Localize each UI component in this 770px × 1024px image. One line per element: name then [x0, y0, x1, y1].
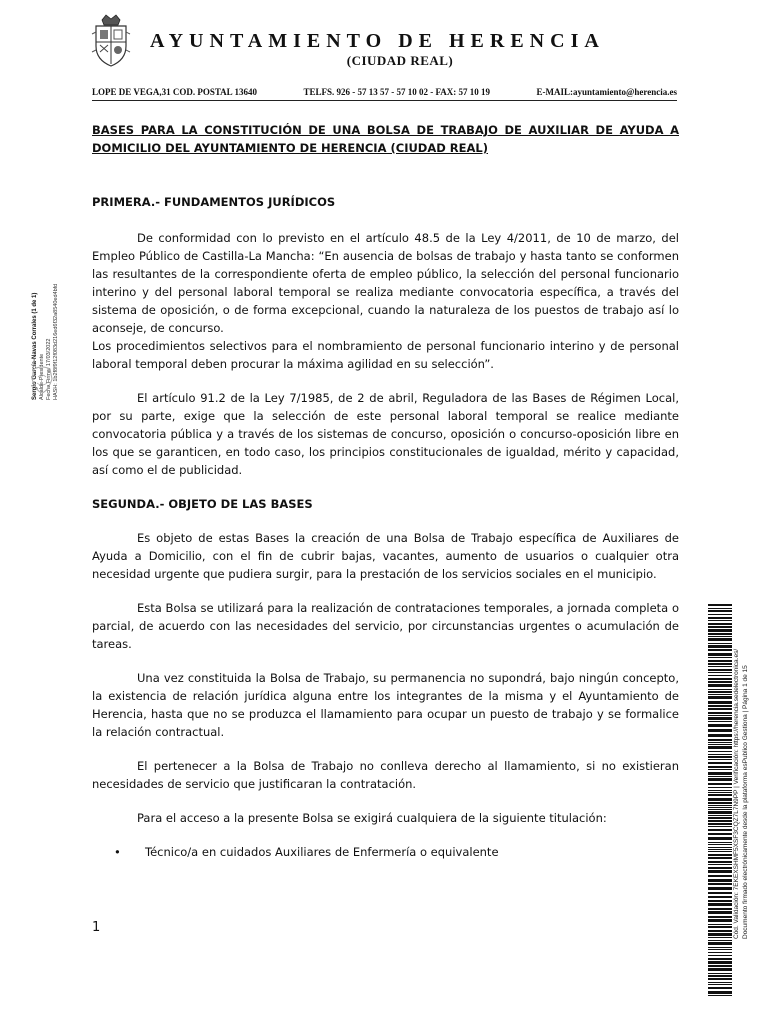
paragraph: Para el acceso a la presente Bolsa se exigirá cualquiera de la siguiente titulación: — [137, 811, 607, 825]
paragraph: El artículo 91.2 de la Ley 7/1985, de 2 de abril, Reguladora de las Bases de Régimen Local, por su parte, exige que la selección de este personal laboral temporal se realice mediante convocatoria pública y a través de los sistemas de concurso, oposición o concurso-oposición libre en los que se garanticen, en todo caso, los principios constitucionales de igualdad, mérito y capacidad, así como el de publicidad. — [92, 391, 679, 477]
coat-of-arms-icon — [88, 12, 134, 68]
header-divider — [92, 100, 677, 101]
signer-name: Sergio García-Navas Corrales (1 de 1) — [32, 292, 38, 400]
list-item — [92, 843, 679, 861]
organization-name: AYUNTAMIENTO DE HERENCIA — [150, 30, 605, 52]
address: LOPE DE VEGA,31 COD. POSTAL 13640 — [92, 87, 257, 97]
signature-stamp-icon — [28, 365, 56, 395]
paragraph: El pertenecer a la Bolsa de Trabajo no conlleva derecho al llamamiento, si no existieran necesidades de servicio que justificaran la contratación. — [92, 759, 679, 791]
page-number: 1 — [92, 920, 101, 935]
email: E-MAIL:ayuntamiento@herencia.es — [536, 87, 677, 97]
bullet-icon: • — [114, 845, 121, 859]
section-heading-segunda: SEGUNDA.- OBJETO DE LAS BASES — [92, 497, 313, 511]
paragraph: Una vez constituida la Bolsa de Trabajo, su permanencia no supondrá, bajo ningún concepto, la existencia de relación jurídica alguna entre los integrantes de la misma y el Ayuntamiento de Herencia, hasta que no se produzca el llamamiento para ocupar un puesto de trabajo y se formalice la relación contractual. — [92, 671, 679, 739]
validation-platform: Documento firmado electrónicamente desde la plataforma esPublico Gestiona | Página 1 de 15 — [742, 665, 749, 939]
paragraph: De conformidad con lo previsto en el artículo 48.5 de la Ley 4/2011, de 10 de marzo, del Empleo Público de Castilla-La Mancha: “En ausencia de bolsas de trabajo y hasta tanto se conformen las resultantes de la correspondiente oferta de empleo público, la selección del personal funcionario interino y del personal laboral temporal se realiza mediante convocatoria específica, a través del sistema de oposición, o de forma excepcional, cuando la naturaleza de los puestos de trabajo así lo aconseje, de concurso. — [92, 231, 679, 335]
signer-role: Alcalde-Presidente — [39, 353, 45, 400]
paragraph: Es objeto de estas Bases la creación de una Bolsa de Trabajo específica de Auxiliares de Ayuda a Domicilio, con el fin de cubrir bajas, vacantes, aumento de usuarios o cualquier otra necesidad urgente que pudiera surgir, para la prestación de los servicios sociales en el municipio. — [92, 531, 679, 581]
signature-hash: HASH: 1b2f8f9f12f083d216ed6f32a8540ed4bfd — [53, 283, 59, 400]
document-title: BASES PARA LA CONSTITUCIÓN DE UNA BOLSA DE TRABAJO DE AUXILIAR DE AYUDA A DOMICILIO DEL AYUNTAMIENTO DE HERENCIA (CIUDAD REAL) — [92, 123, 679, 155]
phones: TELFS. 926 - 57 13 57 - 57 10 02 - FAX: 57 10 19 — [303, 87, 491, 97]
signature-date: Fecha Firma: 17/03/2022 — [46, 338, 52, 400]
contact-line — [92, 87, 677, 97]
validation-block — [733, 648, 770, 939]
barcode-icon — [708, 604, 732, 996]
validation-code: Cód. Validación: 7EKEXSHMF5XSF3CQZ7L7N9PP | Verificación: https://herencia.sedelectronica.es/ — [733, 648, 740, 939]
section-heading-primera: PRIMERA.- FUNDAMENTOS JURÍDICOS — [92, 195, 336, 209]
list-item-text: Técnico/a en cuidados Auxiliares de Enfermería o equivalente — [145, 845, 499, 859]
paragraph: Esta Bolsa se utilizará para la realización de contrataciones temporales, a jornada completa o parcial, de acuerdo con las necesidades del servicio, por circunstancias urgentes o acumulación de tareas. — [92, 601, 679, 651]
organization-subtitle: (CIUDAD REAL) — [346, 53, 454, 68]
document-body — [92, 121, 679, 861]
paragraph: Los procedimientos selectivos para el nombramiento de personal funcionario interino y de personal laboral temporal deben procurar la máxima agilidad en su selección”. — [92, 339, 679, 371]
